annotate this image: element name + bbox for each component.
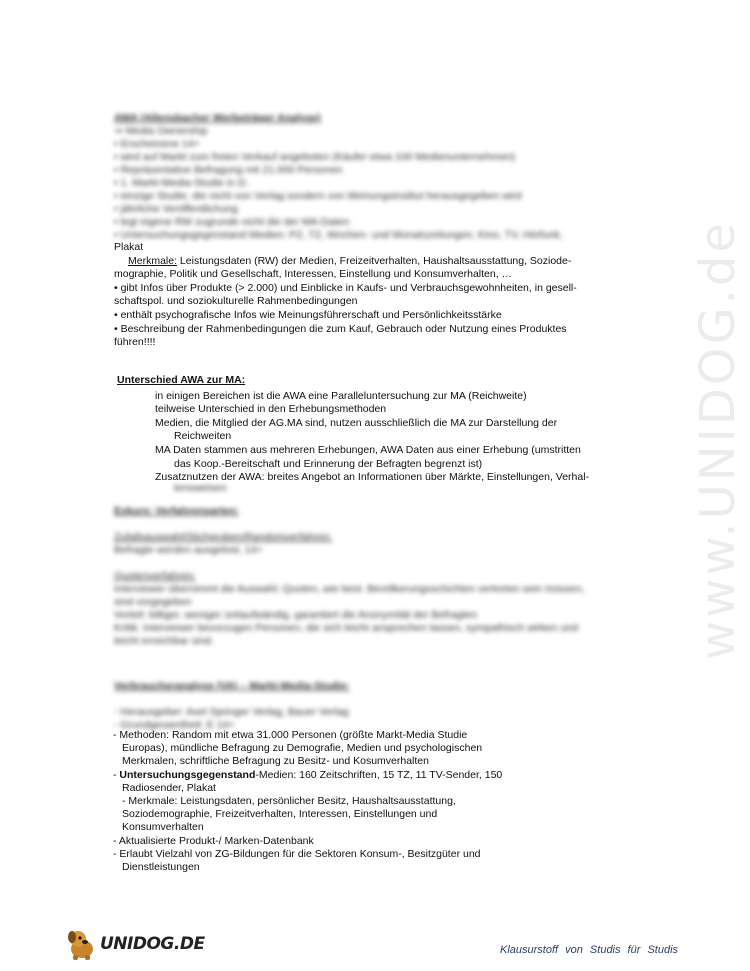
untersuchungsgegenstand-label: Untersuchungsgegenstand bbox=[119, 768, 256, 781]
text-line: • Beschreibung der Rahmenbedingungen die zum Kauf, Gebrauch oder Nutzung eines Produktes bbox=[114, 322, 567, 335]
text-line: teilweise Unterschied in den Erhebungsmethoden bbox=[155, 403, 387, 416]
blurred-line: Zufallsauswahl/Stichproben/Randomverfahren: bbox=[114, 531, 333, 543]
blurred-line: AWA (Allensbacher Werbeträger Analyse) bbox=[114, 112, 321, 124]
blurred-line: ⇒ Media Ownership bbox=[114, 125, 208, 137]
awa-merkmale-section bbox=[114, 241, 644, 350]
text-line: tensweisen bbox=[174, 481, 227, 494]
text-span: - bbox=[113, 768, 120, 781]
blurred-line: Befragte werden ausgelost, 14+ bbox=[114, 544, 263, 556]
blurred-line: • Repräsentative Befragung mit 21.000 Personen bbox=[114, 164, 343, 176]
text-line: - Erlaubt Vielzahl von ZG-Bildungen für die Sektoren Konsum-, Besitzgüter und bbox=[113, 847, 481, 860]
text-line: in einigen Bereichen ist die AWA eine Paralleluntersuchung zur MA (Reichweite) bbox=[155, 389, 527, 402]
text-line: Plakat bbox=[114, 241, 144, 253]
blurred-line bbox=[114, 693, 634, 706]
blurred-line: • wird auf Markt zum freien Verkauf angeboten (Käufer etwa 100 Medienunternehmen) bbox=[114, 151, 516, 163]
text-line: • gibt Infos über Produkte (> 2.000) und Einblicke in Kaufs- und Verbrauchsgewohnheiten, in gesell- bbox=[114, 281, 577, 294]
blurred-verfahrensarten bbox=[114, 505, 634, 648]
unterschied-section bbox=[117, 374, 647, 495]
text-line: Soziodemographie, Freizeitverhalten, Interessen, Einstellungen und bbox=[122, 808, 438, 821]
blurred-line: Quotenverfahren: bbox=[114, 570, 196, 582]
blurred-line: • Untersuchungsgegenstand Medien: PZ, TZ, Wochen- und Monatszeitungen, Kino, TV, Hörfunk, bbox=[114, 229, 563, 241]
blurred-line: - Grundgesamtheit: E 14+ bbox=[114, 719, 235, 731]
text-span: -Medien: 160 Zeitschriften, 15 TZ, 11 TV-Sender, 150 bbox=[255, 768, 503, 781]
text-line: - Methoden: Random mit etwa 31.000 Personen (größte Markt-Media Studie bbox=[113, 729, 468, 741]
unidog-logo[interactable] bbox=[64, 927, 205, 961]
blurred-line: - Herausgeber: Axel Springer Verlag, Bauer Verlag bbox=[114, 706, 349, 718]
blurred-line bbox=[114, 518, 634, 531]
text-line: • enthält psychografische Infos wie Meinungsführerschaft und Persönlichkeitsstärke bbox=[114, 308, 502, 321]
text-line: das Koop.-Bereitschaft und Erinnerung der Befragten begrenzt ist) bbox=[174, 457, 483, 470]
dog-mascot-icon bbox=[64, 927, 100, 961]
text-line: MA Daten stammen aus mehreren Erhebungen, AWA Daten aus einer Erhebung (umstritten bbox=[155, 443, 581, 456]
text-line: Konsumverhalten bbox=[122, 821, 204, 834]
blurred-line: • 1. Markt-Media-Studie in D. bbox=[114, 177, 249, 189]
text-line: Dienstleistungen bbox=[122, 861, 200, 874]
watermark: www.UNIDOG.de bbox=[690, 219, 746, 660]
footer-slogan: Klausurstoff von Studis für Studis bbox=[500, 944, 679, 956]
text-line: Medien, die Mitglied der AG.MA sind, nutzen ausschließlich die MA zur Darstellung der bbox=[155, 416, 558, 429]
merkmale-line bbox=[114, 255, 644, 269]
blurred-awa-intro bbox=[114, 112, 634, 242]
blurred-line: Vorteil: billiger, weniger zeitaufwändig, garantiert die Anonymität der Befragten bbox=[114, 609, 478, 621]
text-line: - Aktualisierte Produkt-/ Marken-Datenbank bbox=[113, 834, 314, 847]
blurred-line: • jährliche Veröffentlichung bbox=[114, 203, 238, 215]
blurred-line: Interviewer übernimmt die Auswahl; Quoten, wie best. Bevölkerungsschichten vertreten sein müssen, bbox=[114, 583, 585, 595]
blurred-line: sind vorgegeben bbox=[114, 596, 192, 608]
text-line: Radiosender, Plakat bbox=[122, 781, 216, 794]
text-span: Leistungsdaten (RW) der Medien, Freizeitverhalten, Haushaltsausstattung, Soziode- bbox=[177, 254, 572, 267]
blurred-line: • einzige Studie, die nicht von Verlag sondern von Meinungsinstitut herausgegeben wird bbox=[114, 190, 522, 202]
text-line: mographie, Politik und Gesellschaft, Interessen, Einstellung und Konsumverhalten, … bbox=[114, 268, 513, 281]
section-heading: Unterschied AWA zur MA: bbox=[117, 374, 246, 386]
text-line: Europas), mündliche Befragung zu Demografie, Medien und psychologischen bbox=[122, 742, 483, 755]
text-line: führen!!!! bbox=[114, 336, 156, 349]
merkmale-label: Merkmale: bbox=[128, 254, 178, 267]
text-line: Zusatznutzen der AWA: breites Angebot an Informationen über Märkte, Einstellungen, Verhal- bbox=[155, 471, 590, 484]
verbraucheranalyse-section bbox=[113, 729, 633, 874]
blurred-va-heading bbox=[114, 680, 634, 732]
logo-text: UNIDOG.DE bbox=[100, 934, 205, 954]
text-line: Merkmalen, schriftliche Befragung zu Besitz- und Kosumverhalten bbox=[122, 755, 429, 768]
text-line: Reichweiten bbox=[174, 430, 232, 443]
blurred-line: Exkurs: Verfahrensarten: bbox=[114, 505, 239, 517]
text-line: - Merkmale: Leistungsdaten, persönlicher Besitz, Haushaltsausstattung, bbox=[122, 795, 456, 808]
blurred-line: Verbraucheranalyse (VA) – Markt-Media-Studie: bbox=[114, 680, 350, 692]
blurred-line: leicht erreichbar sind. bbox=[114, 635, 214, 647]
blurred-line: • legt eigene RW zugrunde nicht die der MA-Daten bbox=[114, 216, 350, 228]
text-line: schaftspol. und soziokulturelle Rahmenbedingungen bbox=[114, 295, 358, 308]
blurred-line bbox=[114, 557, 634, 570]
untersuchungsgegenstand-line bbox=[113, 769, 633, 782]
blurred-line: Kritik: Interviewer bevorzugen Personen, die sich leicht ansprechen lassen, sympathisch wirken und bbox=[114, 622, 578, 634]
blurred-line: • Erscheinene 14+ bbox=[114, 138, 200, 150]
